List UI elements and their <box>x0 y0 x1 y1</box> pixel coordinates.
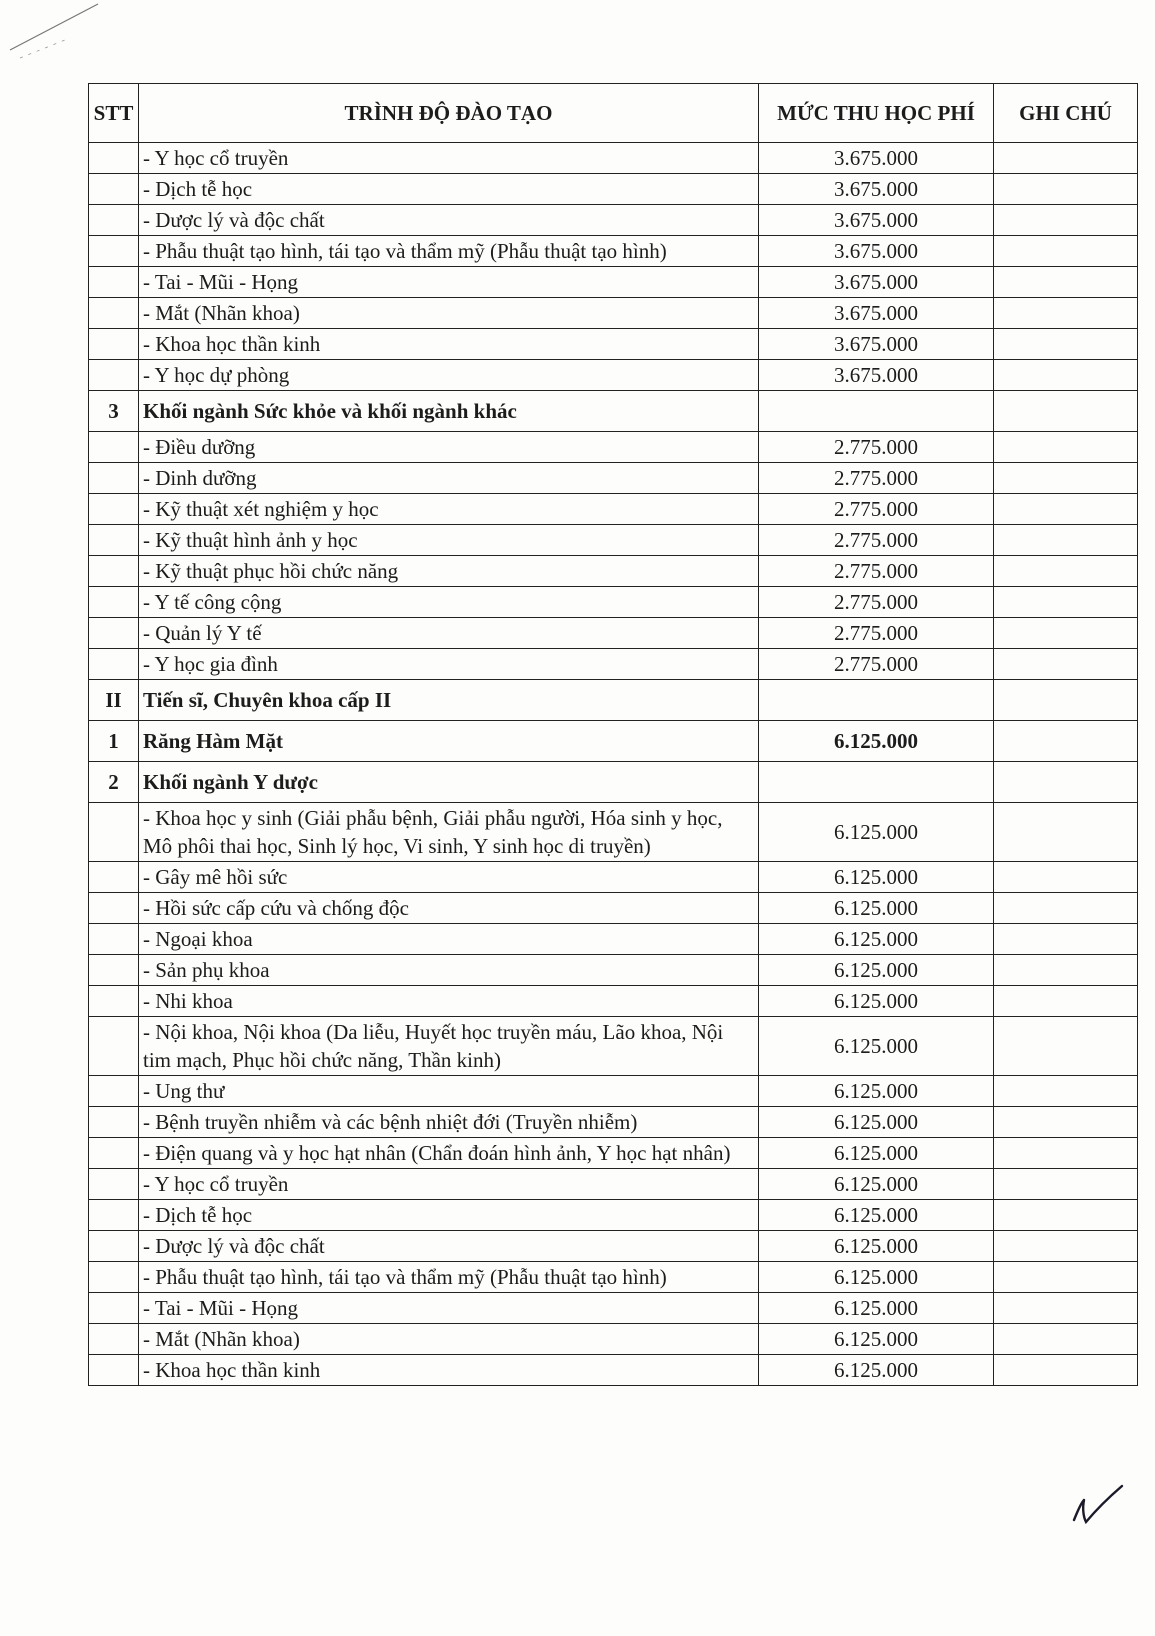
row-note <box>994 893 1138 924</box>
row-note <box>994 1169 1138 1200</box>
table-row <box>89 1324 1138 1355</box>
row-program-name: - Y tế công cộng <box>139 587 759 618</box>
row-stt <box>89 1355 139 1386</box>
table-group-row <box>89 762 1138 803</box>
row-stt <box>89 329 139 360</box>
row-note <box>994 236 1138 267</box>
row-stt: II <box>89 680 139 721</box>
row-stt <box>89 986 139 1017</box>
row-note <box>994 494 1138 525</box>
row-fee: 2.775.000 <box>759 494 994 525</box>
row-stt <box>89 587 139 618</box>
table-row <box>89 1262 1138 1293</box>
table-row <box>89 298 1138 329</box>
header-program: TRÌNH ĐỘ ĐÀO TẠO <box>139 84 759 143</box>
row-fee: 2.775.000 <box>759 525 994 556</box>
row-fee: 3.675.000 <box>759 236 994 267</box>
table-row <box>89 432 1138 463</box>
row-program-name: - Y học cổ truyền <box>139 143 759 174</box>
row-stt <box>89 267 139 298</box>
row-stt <box>89 649 139 680</box>
row-program-name: - Nhi khoa <box>139 986 759 1017</box>
row-program-name: - Phẫu thuật tạo hình, tái tạo và thẩm mỹ (Phẫu thuật tạo hình) <box>139 1262 759 1293</box>
row-stt <box>89 205 139 236</box>
row-program-name: - Dinh dưỡng <box>139 463 759 494</box>
row-program-name: - Dược lý và độc chất <box>139 205 759 236</box>
row-program-name: - Hồi sức cấp cứu và chống độc <box>139 893 759 924</box>
table-row <box>89 924 1138 955</box>
row-program-name: - Kỹ thuật phục hồi chức năng <box>139 556 759 587</box>
row-note <box>994 618 1138 649</box>
row-program-name: - Kỹ thuật hình ảnh y học <box>139 525 759 556</box>
row-stt <box>89 143 139 174</box>
row-note <box>994 803 1138 862</box>
row-note <box>994 862 1138 893</box>
table-group-row <box>89 680 1138 721</box>
row-note <box>994 1293 1138 1324</box>
row-stt <box>89 862 139 893</box>
table-row <box>89 556 1138 587</box>
tuition-fee-table <box>88 83 1138 1386</box>
scan-corner-mark <box>0 0 130 80</box>
row-note <box>994 1231 1138 1262</box>
row-note <box>994 463 1138 494</box>
table-row <box>89 1231 1138 1262</box>
row-fee: 6.125.000 <box>759 803 994 862</box>
row-program-name: - Khoa học y sinh (Giải phẫu bệnh, Giải phẫu người, Hóa sinh y học, Mô phôi thai học, Sinh lý học, Vi sinh, Y sinh học di truyền) <box>139 803 759 862</box>
row-stt <box>89 924 139 955</box>
row-note <box>994 432 1138 463</box>
header-note: GHI CHÚ <box>994 84 1138 143</box>
table-row <box>89 862 1138 893</box>
table-row <box>89 463 1138 494</box>
row-stt <box>89 556 139 587</box>
row-fee: 3.675.000 <box>759 329 994 360</box>
row-fee: 6.125.000 <box>759 1076 994 1107</box>
table-row <box>89 649 1138 680</box>
row-fee <box>759 762 994 803</box>
initial-check-mark <box>1070 1480 1130 1530</box>
row-program-name: Tiến sĩ, Chuyên khoa cấp II <box>139 680 759 721</box>
row-fee: 3.675.000 <box>759 205 994 236</box>
row-fee: 3.675.000 <box>759 298 994 329</box>
row-stt <box>89 463 139 494</box>
row-note <box>994 587 1138 618</box>
row-stt <box>89 618 139 649</box>
row-program-name: Răng Hàm Mặt <box>139 721 759 762</box>
row-fee: 6.125.000 <box>759 1169 994 1200</box>
row-program-name: - Dịch tễ học <box>139 1200 759 1231</box>
row-note <box>994 955 1138 986</box>
table-row <box>89 1293 1138 1324</box>
row-program-name: - Quản lý Y tế <box>139 618 759 649</box>
row-fee: 3.675.000 <box>759 143 994 174</box>
table-row <box>89 494 1138 525</box>
row-fee <box>759 391 994 432</box>
row-note <box>994 329 1138 360</box>
row-note <box>994 1355 1138 1386</box>
table-row <box>89 618 1138 649</box>
row-program-name: - Phẫu thuật tạo hình, tái tạo và thẩm mỹ (Phẫu thuật tạo hình) <box>139 236 759 267</box>
table-row <box>89 893 1138 924</box>
row-stt <box>89 525 139 556</box>
table-row <box>89 1138 1138 1169</box>
table-row <box>89 1107 1138 1138</box>
row-fee: 6.125.000 <box>759 1293 994 1324</box>
row-stt <box>89 298 139 329</box>
row-program-name: - Khoa học thần kinh <box>139 1355 759 1386</box>
row-fee: 6.125.000 <box>759 721 994 762</box>
row-stt: 2 <box>89 762 139 803</box>
row-note <box>994 649 1138 680</box>
row-stt <box>89 1200 139 1231</box>
row-program-name: - Gây mê hồi sức <box>139 862 759 893</box>
row-note <box>994 525 1138 556</box>
header-stt: STT <box>89 84 139 143</box>
row-fee: 6.125.000 <box>759 924 994 955</box>
row-fee: 6.125.000 <box>759 986 994 1017</box>
row-program-name: - Mắt (Nhãn khoa) <box>139 1324 759 1355</box>
row-stt <box>89 1138 139 1169</box>
row-program-name: - Ung thư <box>139 1076 759 1107</box>
table-row <box>89 205 1138 236</box>
row-note <box>994 1107 1138 1138</box>
row-fee: 6.125.000 <box>759 955 994 986</box>
row-program-name: - Tai - Mũi - Họng <box>139 1293 759 1324</box>
table-header-row <box>89 84 1138 143</box>
row-stt <box>89 1076 139 1107</box>
row-program-name: - Tai - Mũi - Họng <box>139 267 759 298</box>
row-note <box>994 680 1138 721</box>
row-stt <box>89 1017 139 1076</box>
row-stt <box>89 236 139 267</box>
row-stt <box>89 803 139 862</box>
row-fee: 6.125.000 <box>759 1231 994 1262</box>
row-program-name: - Y học cổ truyền <box>139 1169 759 1200</box>
row-fee: 6.125.000 <box>759 1107 994 1138</box>
header-fee: MỨC THU HỌC PHÍ <box>759 84 994 143</box>
row-fee: 6.125.000 <box>759 1200 994 1231</box>
row-note <box>994 1200 1138 1231</box>
row-stt: 1 <box>89 721 139 762</box>
row-program-name: - Sản phụ khoa <box>139 955 759 986</box>
row-fee: 3.675.000 <box>759 267 994 298</box>
row-program-name: - Dịch tễ học <box>139 174 759 205</box>
row-program-name: Khối ngành Sức khỏe và khối ngành khác <box>139 391 759 432</box>
table-row <box>89 587 1138 618</box>
row-program-name: - Dược lý và độc chất <box>139 1231 759 1262</box>
row-stt: 3 <box>89 391 139 432</box>
row-program-name: - Nội khoa, Nội khoa (Da liễu, Huyết học truyền máu, Lão khoa, Nội tim mạch, Phục hồi chức năng, Thần kinh) <box>139 1017 759 1076</box>
row-program-name: - Điện quang và y học hạt nhân (Chẩn đoán hình ảnh, Y học hạt nhân) <box>139 1138 759 1169</box>
table-row <box>89 955 1138 986</box>
row-program-name: - Khoa học thần kinh <box>139 329 759 360</box>
row-stt <box>89 955 139 986</box>
row-note <box>994 556 1138 587</box>
row-program-name: - Kỹ thuật xét nghiệm y học <box>139 494 759 525</box>
row-fee: 2.775.000 <box>759 618 994 649</box>
row-note <box>994 298 1138 329</box>
table-row <box>89 236 1138 267</box>
row-program-name: - Ngoại khoa <box>139 924 759 955</box>
row-fee: 6.125.000 <box>759 893 994 924</box>
row-program-name: - Y học dự phòng <box>139 360 759 391</box>
row-stt <box>89 494 139 525</box>
row-note <box>994 1262 1138 1293</box>
row-note <box>994 174 1138 205</box>
row-note <box>994 986 1138 1017</box>
row-note <box>994 721 1138 762</box>
row-fee: 2.775.000 <box>759 649 994 680</box>
row-fee: 2.775.000 <box>759 587 994 618</box>
row-note <box>994 391 1138 432</box>
row-note <box>994 1076 1138 1107</box>
table-row <box>89 1355 1138 1386</box>
row-stt <box>89 1262 139 1293</box>
row-program-name: - Bệnh truyền nhiễm và các bệnh nhiệt đới (Truyền nhiễm) <box>139 1107 759 1138</box>
row-fee: 6.125.000 <box>759 1324 994 1355</box>
table-row <box>89 525 1138 556</box>
row-fee: 2.775.000 <box>759 556 994 587</box>
table-row <box>89 986 1138 1017</box>
row-program-name: - Y học gia đình <box>139 649 759 680</box>
table-group-row <box>89 391 1138 432</box>
row-fee: 6.125.000 <box>759 1138 994 1169</box>
row-fee <box>759 680 994 721</box>
row-stt <box>89 1231 139 1262</box>
row-stt <box>89 1107 139 1138</box>
row-note <box>994 1324 1138 1355</box>
table-row <box>89 1017 1138 1076</box>
table-row <box>89 1200 1138 1231</box>
row-note <box>994 143 1138 174</box>
row-stt <box>89 1293 139 1324</box>
row-stt <box>89 174 139 205</box>
row-note <box>994 1017 1138 1076</box>
row-fee: 2.775.000 <box>759 432 994 463</box>
row-note <box>994 762 1138 803</box>
table-row <box>89 360 1138 391</box>
row-note <box>994 1138 1138 1169</box>
table-body <box>89 143 1138 1386</box>
row-note <box>994 924 1138 955</box>
row-stt <box>89 893 139 924</box>
table-row <box>89 143 1138 174</box>
table-row <box>89 1169 1138 1200</box>
row-fee: 6.125.000 <box>759 862 994 893</box>
table-row <box>89 267 1138 298</box>
row-fee: 2.775.000 <box>759 463 994 494</box>
row-stt <box>89 432 139 463</box>
row-note <box>994 267 1138 298</box>
row-stt <box>89 1169 139 1200</box>
row-fee: 6.125.000 <box>759 1017 994 1076</box>
row-stt <box>89 360 139 391</box>
row-note <box>994 360 1138 391</box>
row-note <box>994 205 1138 236</box>
row-fee: 3.675.000 <box>759 174 994 205</box>
row-program-name: Khối ngành Y dược <box>139 762 759 803</box>
table-row <box>89 329 1138 360</box>
row-fee: 6.125.000 <box>759 1355 994 1386</box>
row-fee: 3.675.000 <box>759 360 994 391</box>
table-row <box>89 1076 1138 1107</box>
row-program-name: - Mắt (Nhãn khoa) <box>139 298 759 329</box>
row-stt <box>89 1324 139 1355</box>
table-row <box>89 174 1138 205</box>
row-program-name: - Điều dưỡng <box>139 432 759 463</box>
row-fee: 6.125.000 <box>759 1262 994 1293</box>
table-row <box>89 803 1138 862</box>
table-group-row <box>89 721 1138 762</box>
